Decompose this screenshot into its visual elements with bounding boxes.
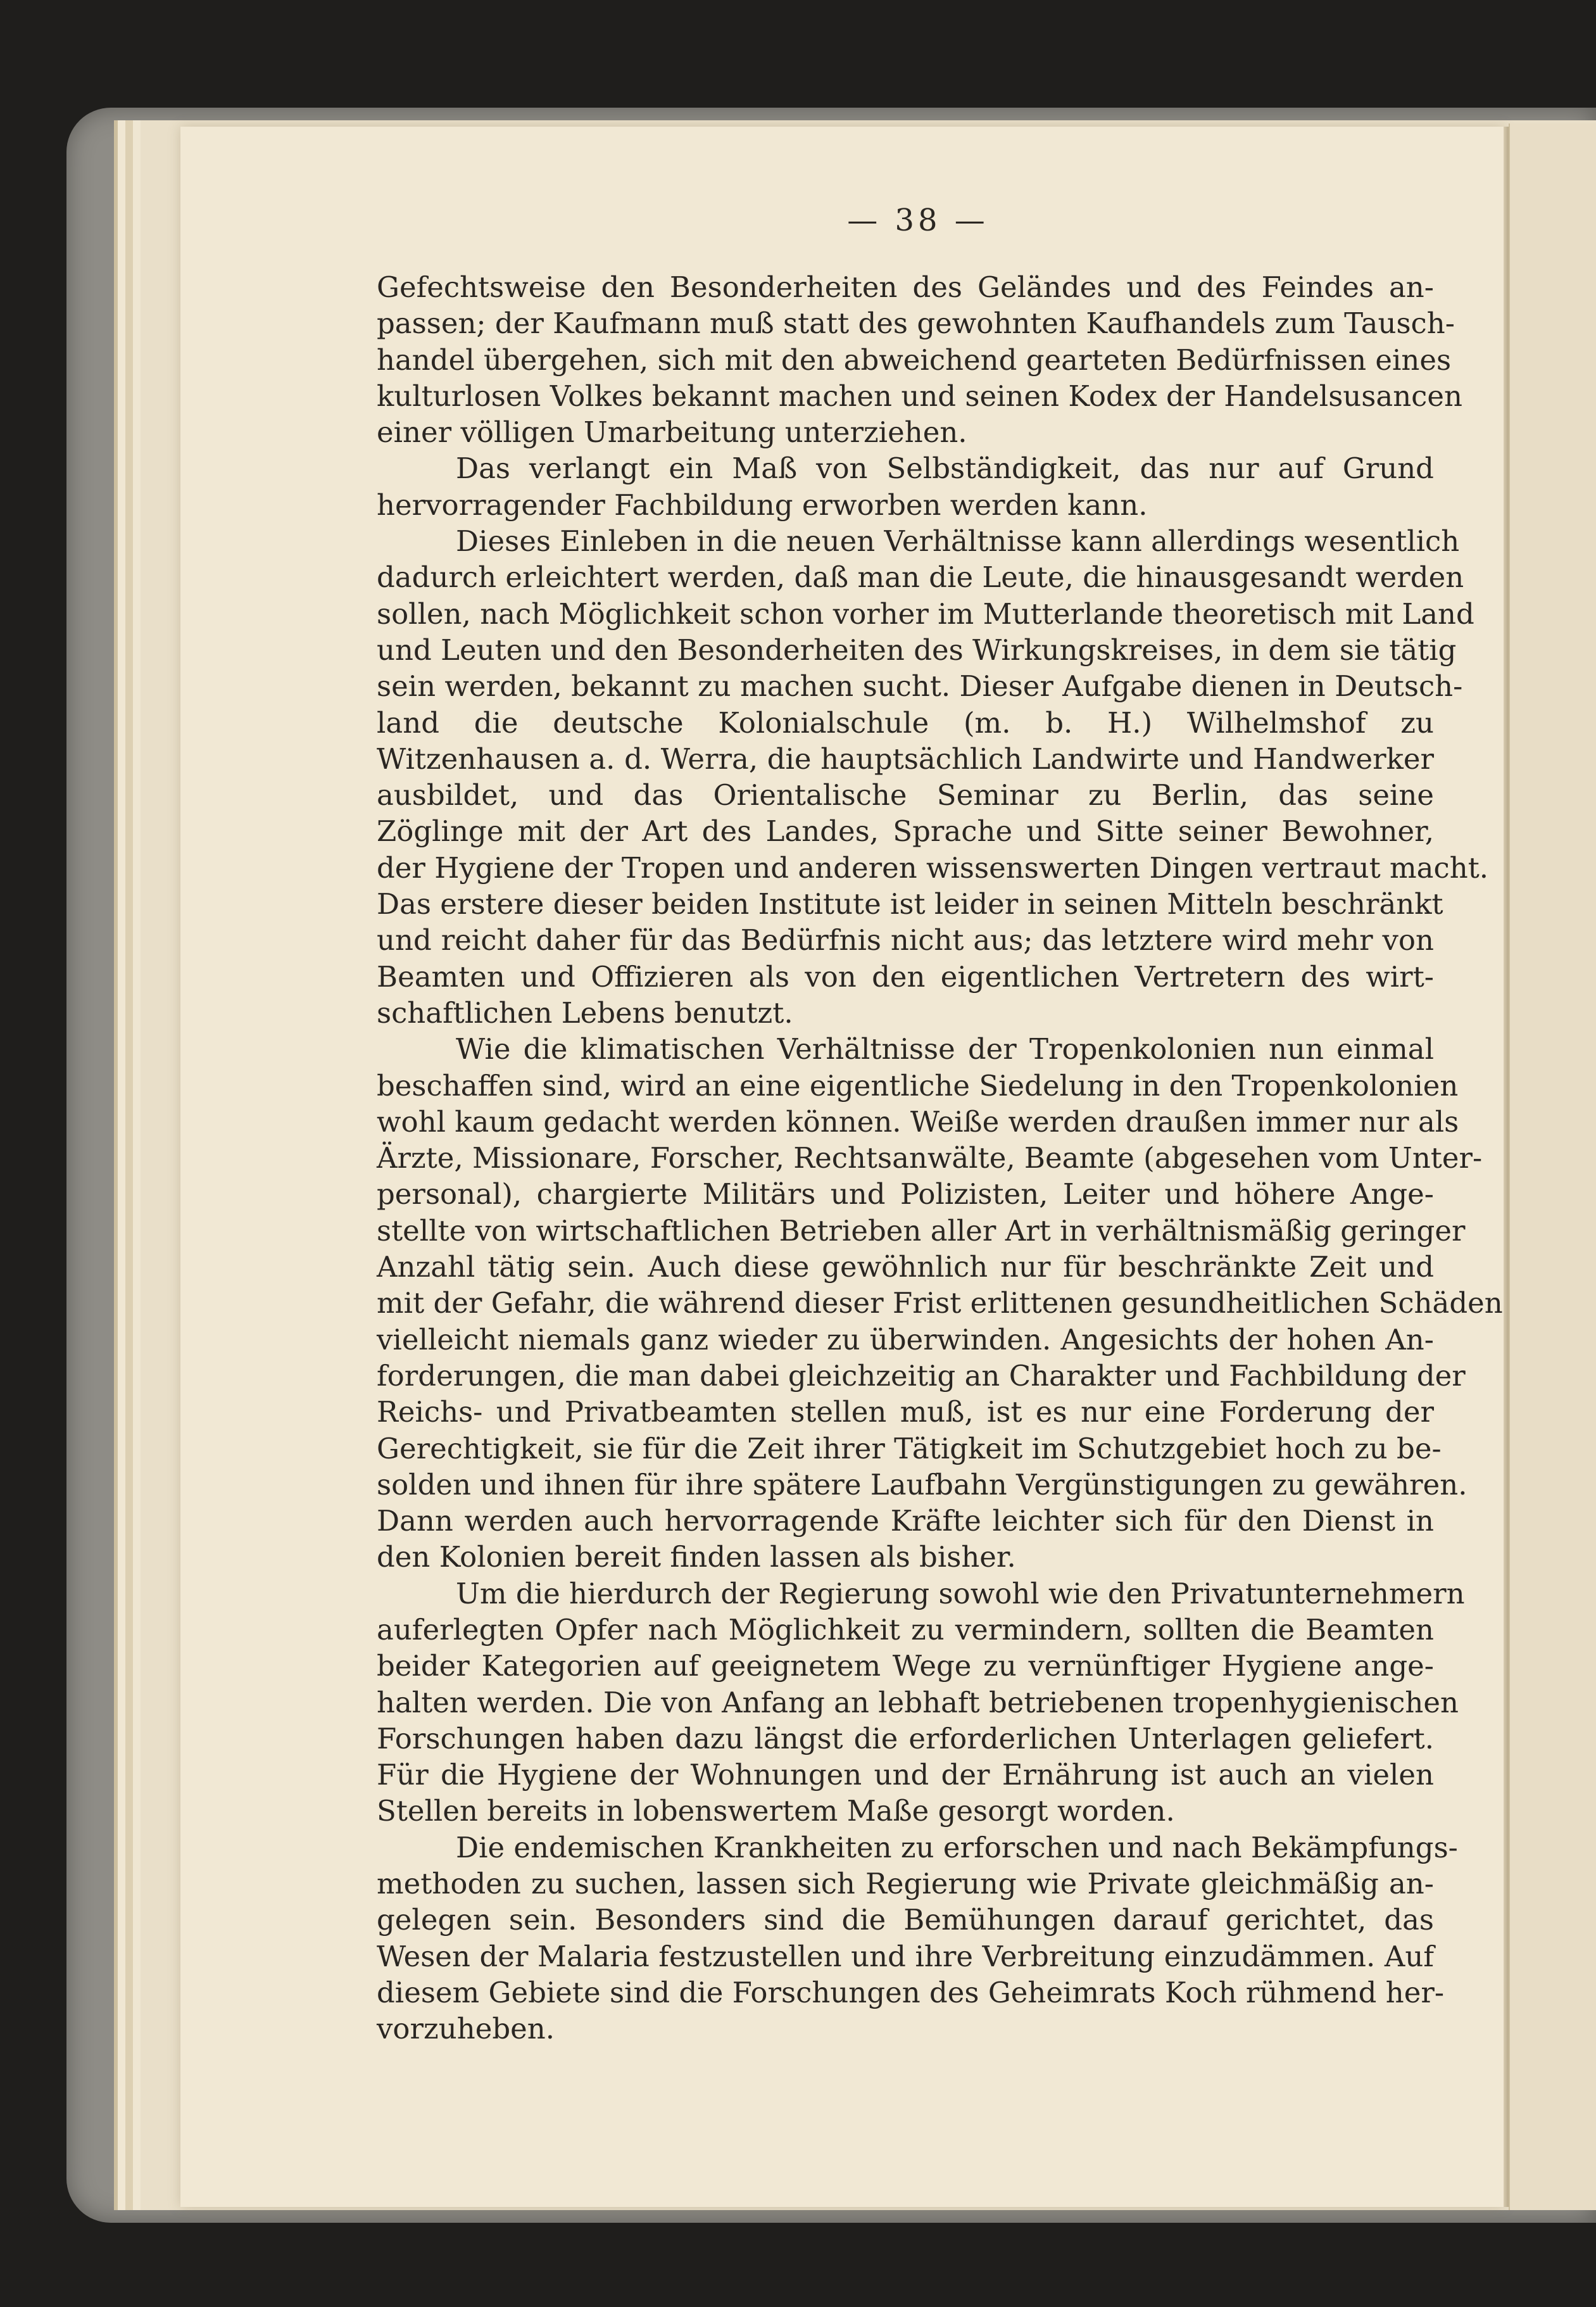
text-line: Gefechtsweise den Besonderheiten des Geländes und des Feindes an- bbox=[377, 270, 1434, 304]
text-line: hervorragender Fachbildung erworben werden kann. bbox=[377, 488, 1148, 522]
text-line: beschaffen sind, wird an eine eigentliche Siedelung in den Tropenkolonien bbox=[377, 1068, 1459, 1103]
text-line: personal), chargierte Militärs und Polizisten, Leiter und höhere Ange- bbox=[377, 1177, 1434, 1211]
text-line: Um die hierdurch der Regierung sowohl wie den Privatunternehmern bbox=[456, 1576, 1465, 1610]
text-line: gelegen sein. Besonders sind die Bemühungen darauf gerichtet, das bbox=[377, 1903, 1434, 1937]
text-line: Dieses Einleben in die neuen Verhältnisse kann allerdings wesentlich bbox=[456, 524, 1460, 559]
text-line: Witzenhausen a. d. Werra, die hauptsächlich Landwirte und Handwerker bbox=[377, 742, 1434, 776]
text-line: solden und ihnen für ihre spätere Laufbahn Vergünstigungen zu gewähren. bbox=[377, 1467, 1467, 1501]
text-line: Die endemischen Krankheiten zu erforschen und nach Bekämpfungs- bbox=[456, 1830, 1458, 1864]
text-line: halten werden. Die von Anfang an lebhaft betriebenen tropenhygienischen bbox=[377, 1685, 1459, 1719]
text-line: stellte von wirtschaftlichen Betrieben aller Art in verhältnismäßig geringer bbox=[377, 1213, 1466, 1248]
body-text bbox=[377, 269, 1503, 2047]
text-line: wohl kaum gedacht werden können. Weiße werden draußen immer nur als bbox=[377, 1104, 1459, 1139]
text-line: auferlegten Opfer nach Möglichkeit zu vermindern, sollten die Beamten bbox=[377, 1612, 1434, 1647]
text-line: Anzahl tätig sein. Auch diese gewöhnlich nur für beschränkte Zeit und bbox=[377, 1250, 1434, 1284]
text-line: kulturlosen Volkes bekannt machen und seinen Kodex der Handelsusancen bbox=[377, 379, 1462, 413]
text-line: Ärzte, Missionare, Forscher, Rechtsanwälte, Beamte (abgesehen vom Unter- bbox=[377, 1141, 1483, 1175]
text-line: Wie die klimatischen Verhältnisse der Tropenkolonien nun einmal bbox=[456, 1032, 1434, 1066]
text-line: Wesen der Malaria festzustellen und ihre Verbreitung einzudämmen. Auf bbox=[377, 1939, 1434, 1973]
text-line: Dann werden auch hervorragende Kräfte leichter sich für den Dienst in bbox=[377, 1504, 1434, 1538]
text-line: vorzuheben. bbox=[377, 2012, 555, 2046]
text-line: den Kolonien bereit finden lassen als bisher. bbox=[377, 1540, 1016, 1574]
text-line: beider Kategorien auf geeignetem Wege zu vernünftiger Hygiene ange- bbox=[377, 1649, 1434, 1683]
text-line: Zöglinge mit der Art des Landes, Sprache und Sitte seiner Bewohner, bbox=[377, 814, 1434, 849]
text-line: sollen, nach Möglichkeit schon vorher im Mutterlande theoretisch mit Land bbox=[377, 597, 1474, 631]
text-line: schaftlichen Lebens benutzt. bbox=[377, 995, 793, 1030]
page-number: — 38 — bbox=[847, 203, 989, 238]
text-line: Das verlangt ein Maß von Selbständigkeit, das nur auf Grund bbox=[456, 452, 1434, 486]
text-line: methoden zu suchen, lassen sich Regierung wie Private gleichmäßig an- bbox=[377, 1867, 1434, 1901]
text-line: sein werden, bekannt zu machen sucht. Dieser Aufgabe dienen in Deutsch- bbox=[377, 669, 1463, 704]
text-line: Gerechtigkeit, sie für die Zeit ihrer Tätigkeit im Schutzgebiet hoch zu be- bbox=[377, 1431, 1442, 1465]
text-line: dadurch erleichtert werden, daß man die Leute, die hinausgesandt werden bbox=[377, 560, 1464, 595]
text-line: und reicht daher für das Bedürfnis nicht aus; das letztere wird mehr von bbox=[377, 923, 1434, 958]
text-line: einer völligen Umarbeitung unterziehen. bbox=[377, 415, 967, 450]
text-line: Stellen bereits in lobenswertem Maße gesorgt worden. bbox=[377, 1794, 1175, 1828]
text-line: mit der Gefahr, die während dieser Frist erlittenen gesundheitlichen Schäden bbox=[377, 1286, 1503, 1320]
facing-page-edge bbox=[1509, 123, 1596, 2210]
text-line: diesem Gebiete sind die Forschungen des Geheimrats Koch rühmend her- bbox=[377, 1975, 1445, 2009]
text-line: der Hygiene der Tropen und anderen wissenswerten Dingen vertraut macht. bbox=[377, 850, 1489, 885]
text-line: und Leuten und den Besonderheiten des Wirkungskreises, in dem sie tätig bbox=[377, 633, 1457, 667]
text-line: Das erstere dieser beiden Institute ist leider in seinen Mitteln beschränkt bbox=[377, 887, 1443, 921]
text-line: Forschungen haben dazu längst die erforderlichen Unterlagen geliefert. bbox=[377, 1721, 1434, 1755]
text-line: land die deutsche Kolonialschule (m. b. H.) Wilhelmshof zu bbox=[377, 705, 1434, 740]
page-gutter bbox=[1504, 127, 1509, 2207]
text-line: forderungen, die man dabei gleichzeitig an Charakter und Fachbildung der bbox=[377, 1358, 1466, 1393]
text-line: Für die Hygiene der Wohnungen und der Ernährung ist auch an vielen bbox=[377, 1758, 1434, 1792]
text-line: ausbildet, und das Orientalische Seminar zu Berlin, das seine bbox=[377, 778, 1434, 812]
text-line: passen; der Kaufmann muß statt des gewohnten Kaufhandels zum Tausch- bbox=[377, 307, 1455, 341]
text-line: vielleicht niemals ganz wieder zu überwinden. Angesichts der hohen An- bbox=[377, 1322, 1434, 1356]
text-line: handel übergehen, sich mit den abweichend gearteten Bedürfnissen eines bbox=[377, 343, 1452, 377]
text-line: Reichs- und Privatbeamten stellen muß, ist es nur eine Forderung der bbox=[377, 1395, 1434, 1429]
text-line: Beamten und Offizieren als von den eigentlichen Vertretern des wirt- bbox=[377, 959, 1434, 994]
